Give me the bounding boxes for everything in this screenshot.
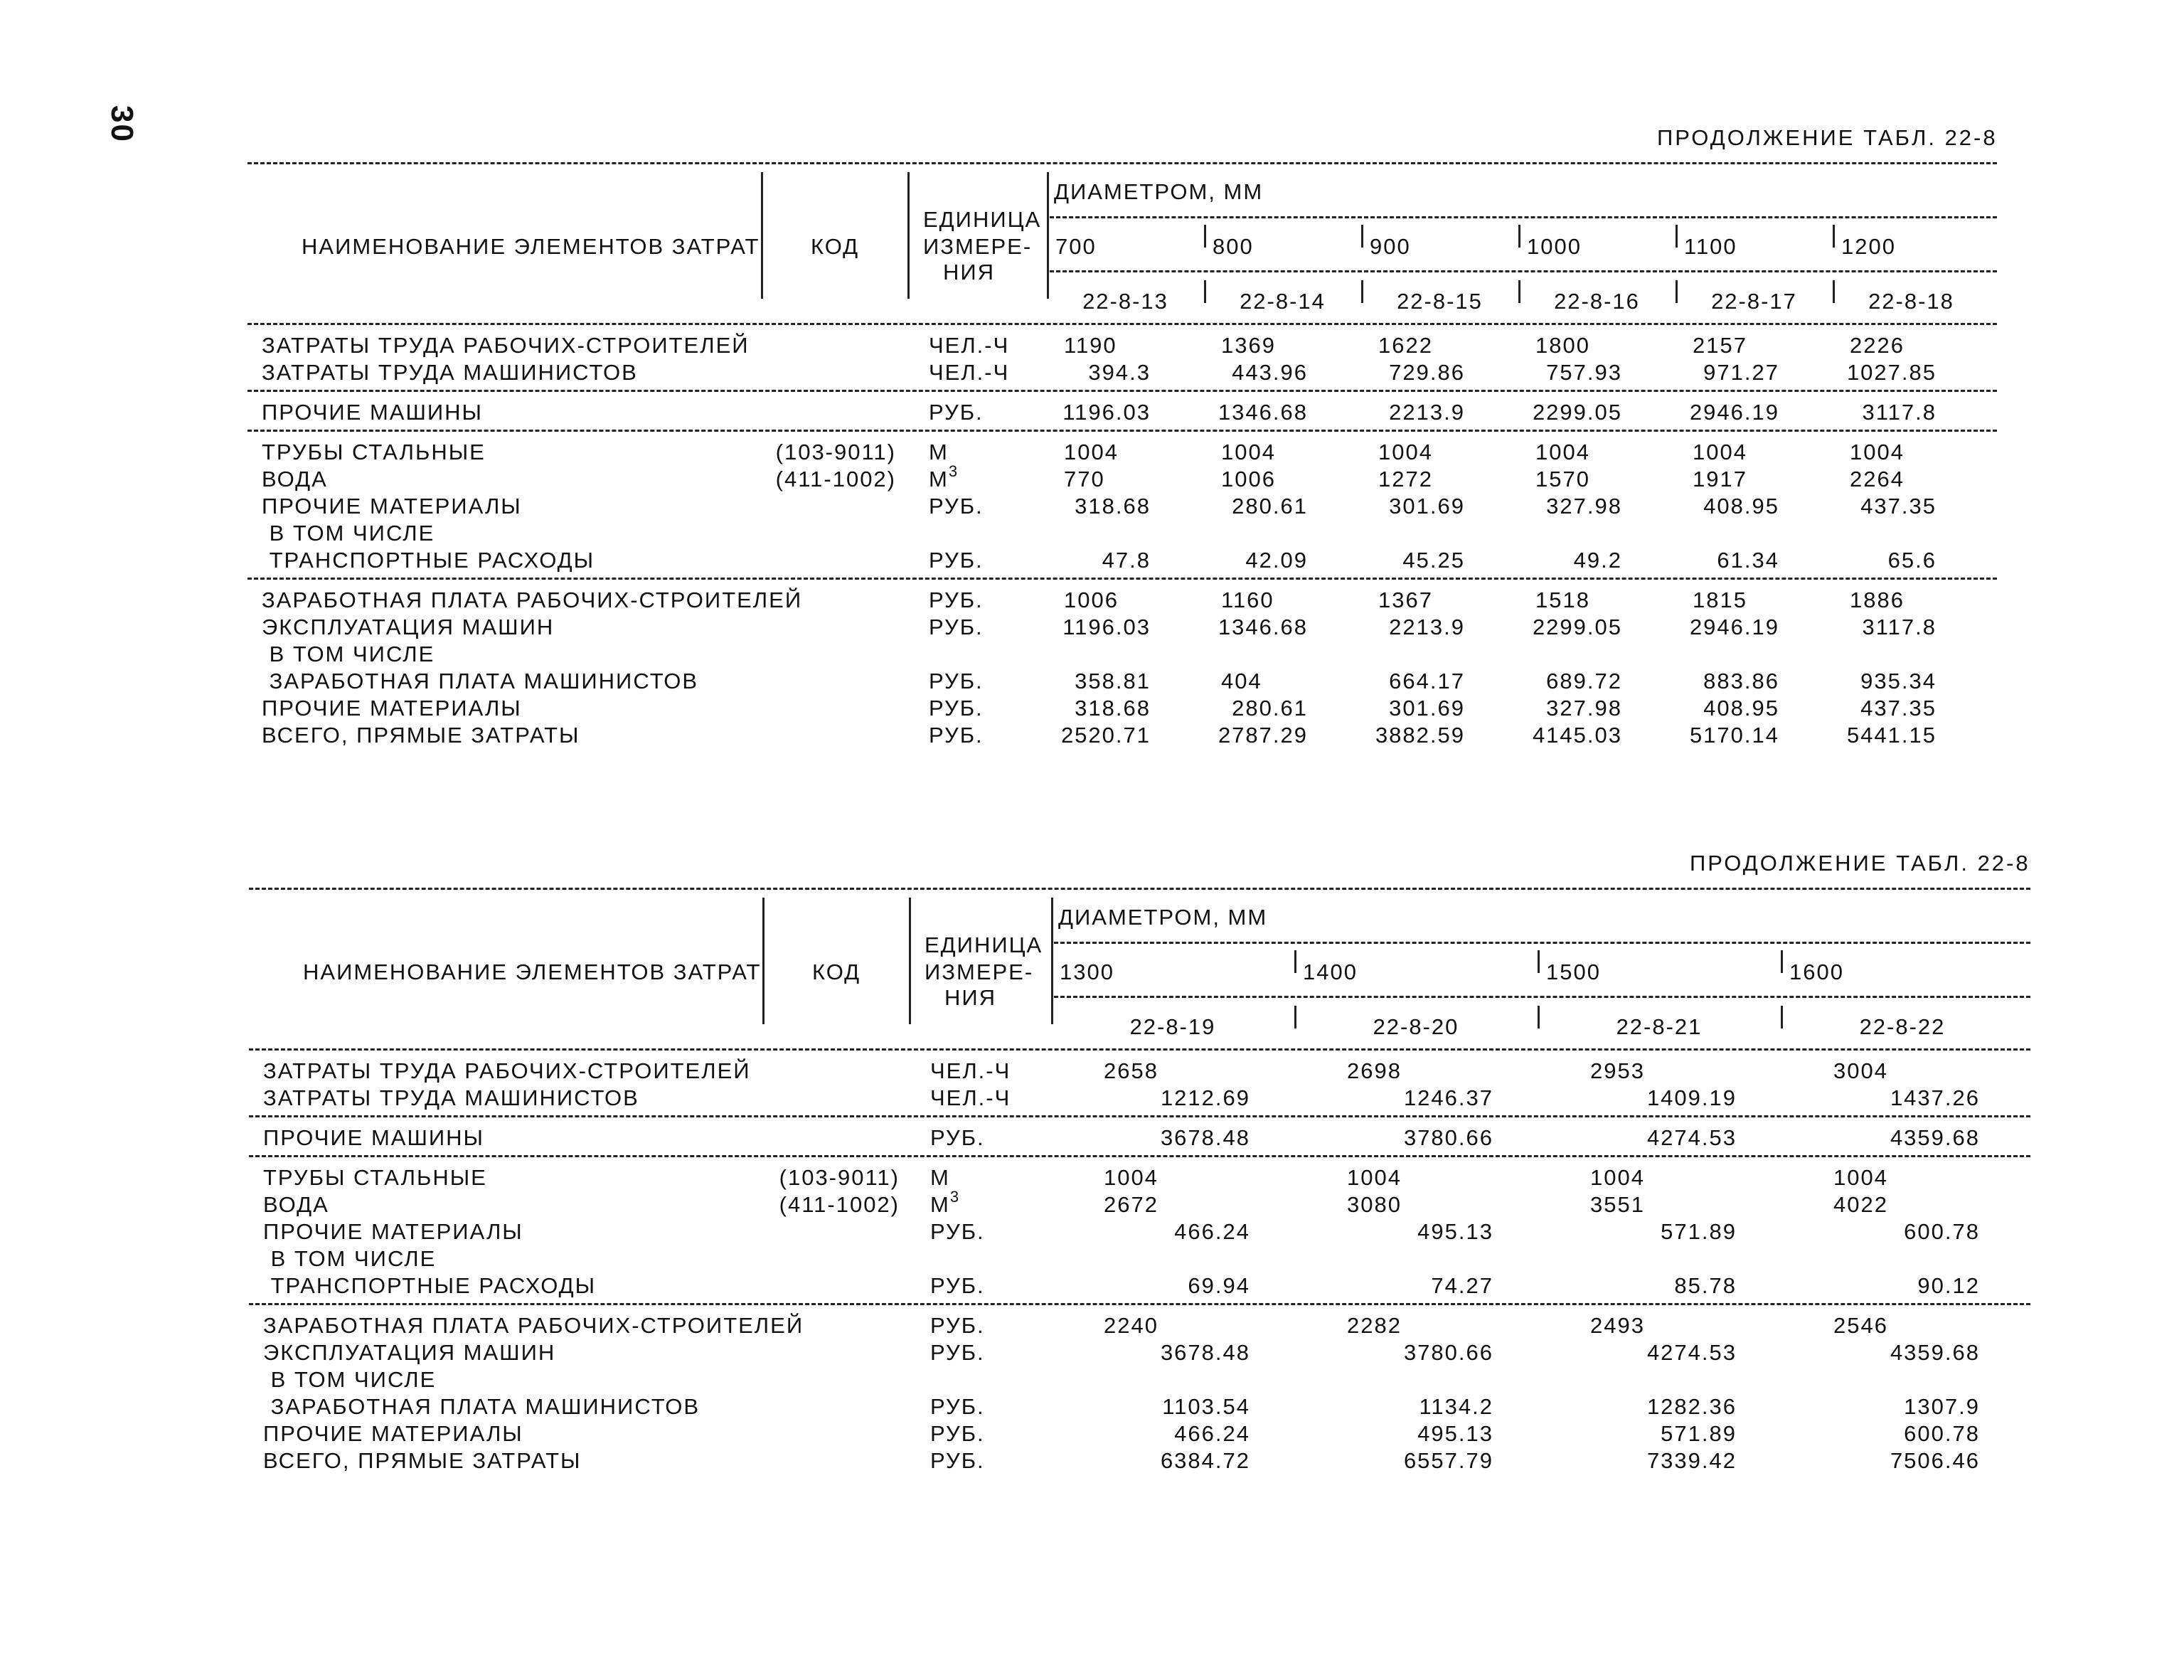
row-value: 3551 (1590, 1192, 1645, 1217)
page-number: 30 (105, 105, 139, 143)
row-value: 1004 (1833, 1165, 1888, 1190)
row-unit-text: РУБ. (929, 588, 984, 612)
row-value: 1006 (1064, 588, 1119, 612)
row-unit (930, 1060, 1011, 1082)
row-unit (930, 1221, 985, 1243)
row-value: 2546 (1833, 1313, 1888, 1338)
row-value: 47.8 (1102, 548, 1151, 573)
row-unit (930, 1423, 985, 1445)
row-name: В ТОМ ЧИСЛЕ (263, 1246, 437, 1271)
row-name: В ТОМ ЧИСЛЕ (262, 521, 435, 546)
row-value: 3080 (1347, 1192, 1402, 1217)
row-unit (929, 462, 959, 491)
row-value: 4274.53 (1646, 1125, 1737, 1150)
row-value: 1437.26 (1890, 1085, 1980, 1110)
row-value: 600.78 (1904, 1421, 1980, 1446)
header-rule-top (249, 888, 2030, 890)
row-value: 466.24 (1174, 1219, 1250, 1244)
row-value: 42.09 (1245, 548, 1308, 573)
row-name: ЗАРАБОТНАЯ ПЛАТА РАБОЧИХ-СТРОИТЕЛЕЙ (262, 588, 803, 612)
header-rule-inner (1050, 216, 1997, 218)
row-value: 2226 (1850, 333, 1905, 358)
row-name: ЭКСПЛУАТАЦИЯ МАШИН (262, 615, 555, 639)
header-code-label: КОД (812, 959, 861, 984)
row-value: 4274.53 (1646, 1340, 1737, 1365)
row-value: 2264 (1850, 467, 1905, 491)
row-value: 1004 (1535, 440, 1590, 464)
row-value: 5441.15 (1846, 723, 1937, 748)
header-rule-inner (1054, 942, 2030, 944)
row-unit-text: РУБ. (929, 548, 984, 573)
row-value: 3117.8 (1862, 400, 1937, 425)
row-value: 495.13 (1417, 1421, 1493, 1446)
row-value: 1004 (1064, 440, 1119, 464)
row-value: 2157 (1693, 333, 1747, 358)
row-unit (930, 1275, 985, 1297)
row-value: 1103.54 (1162, 1394, 1250, 1419)
row-code: (411-1002) (779, 1192, 900, 1217)
row-name: ЗАРАБОТНАЯ ПЛАТА МАШИНИСТОВ (263, 1394, 701, 1419)
row-value: 1369 (1221, 333, 1276, 358)
row-code: (411-1002) (775, 467, 896, 491)
row-name: ПРОЧИЕ МАТЕРИАЛЫ (262, 494, 522, 519)
row-value: 2953 (1590, 1058, 1645, 1083)
row-name: ВСЕГО, ПРЯМЫЕ ЗАТРАТЫ (263, 1448, 582, 1473)
row-code: (103-9011) (775, 440, 896, 464)
row-name: ПРОЧИЕ МАТЕРИАЛЫ (263, 1421, 523, 1446)
row-value: 2787.29 (1218, 723, 1308, 748)
row-unit (929, 549, 984, 571)
table-2 (249, 888, 2030, 1542)
row-value: 1346.68 (1218, 615, 1308, 639)
header-diameter-label: ДИАМЕТРОМ, ММ (1054, 179, 1264, 204)
row-name: ТРАНСПОРТНЫЕ РАСХОДЫ (263, 1273, 597, 1298)
row-value: 2946.19 (1689, 400, 1779, 425)
column-separator (1518, 280, 1520, 303)
row-value: 600.78 (1904, 1219, 1980, 1244)
column-code: 22-8-16 (1554, 289, 1640, 314)
header-separator (761, 172, 763, 299)
row-value: 45.25 (1402, 548, 1465, 573)
table-2-caption: ПРОДОЛЖЕНИЕ ТАБЛ. 22-8 (1690, 851, 2030, 876)
table-1 (247, 162, 1997, 817)
column-separator (1781, 1006, 1783, 1028)
row-unit (929, 724, 984, 746)
diameter-value: 1400 (1303, 959, 1358, 984)
row-value: 3678.48 (1160, 1340, 1250, 1365)
diameter-value: 900 (1370, 234, 1411, 259)
group-rule (249, 1155, 2030, 1157)
row-value: 935.34 (1860, 669, 1937, 693)
row-value: 1917 (1693, 467, 1747, 491)
row-value: 757.93 (1546, 360, 1622, 385)
row-unit-text: М (930, 1192, 950, 1217)
column-separator (1538, 950, 1540, 973)
diameter-value: 1100 (1684, 234, 1737, 259)
diameter-value: 1200 (1841, 234, 1896, 259)
header-separator (1047, 172, 1049, 299)
row-value: 2213.9 (1389, 400, 1465, 425)
row-unit (929, 401, 984, 423)
row-value: 729.86 (1389, 360, 1465, 385)
column-separator (1676, 280, 1678, 303)
row-value: 883.86 (1703, 669, 1779, 693)
row-unit (929, 495, 984, 517)
row-value: 571.89 (1661, 1421, 1737, 1446)
row-unit-text: РУБ. (929, 723, 984, 748)
row-name: ПРОЧИЕ МАШИНЫ (262, 400, 483, 425)
row-value: 1196.03 (1062, 615, 1151, 639)
row-name: ПРОЧИЕ МАТЕРИАЛЫ (262, 696, 522, 721)
row-name: В ТОМ ЧИСЛЕ (262, 642, 435, 666)
row-unit-text: М (929, 467, 949, 491)
row-value: 318.68 (1075, 494, 1151, 519)
row-value: 437.35 (1860, 494, 1937, 519)
row-value: 3780.66 (1403, 1340, 1493, 1365)
row-value: 1307.9 (1904, 1394, 1980, 1419)
row-value: 1367 (1378, 588, 1433, 612)
column-code: 22-8-20 (1373, 1014, 1459, 1039)
row-value: 2240 (1104, 1313, 1158, 1338)
row-value: 1212.69 (1160, 1085, 1250, 1110)
row-value: 3678.48 (1160, 1125, 1250, 1150)
row-value: 1190 (1064, 333, 1117, 358)
header-rule-inner (1054, 996, 2030, 998)
row-code: (103-9011) (779, 1165, 900, 1190)
group-rule (249, 1115, 2030, 1117)
row-value: 2658 (1104, 1058, 1158, 1083)
row-value: 404 (1221, 669, 1262, 693)
row-value: 358.81 (1075, 669, 1151, 693)
row-unit-text: М (929, 440, 949, 464)
row-unit-text: РУБ. (929, 615, 984, 639)
row-value: 1346.68 (1218, 400, 1308, 425)
header-separator (1051, 898, 1053, 1024)
row-value: 3117.8 (1862, 615, 1937, 639)
row-name: ЗАТРАТЫ ТРУДА МАШИНИСТОВ (263, 1085, 639, 1110)
row-unit-text: РУБ. (930, 1219, 985, 1244)
row-unit (930, 1395, 985, 1418)
row-name: ЗАТРАТЫ ТРУДА РАБОЧИХ-СТРОИТЕЛЕЙ (262, 333, 750, 358)
row-unit (929, 589, 984, 611)
column-separator (1294, 950, 1296, 973)
row-value: 7506.46 (1890, 1448, 1980, 1473)
row-unit-text: ЧЕЛ.-Ч (930, 1085, 1011, 1110)
column-code: 22-8-21 (1616, 1014, 1703, 1039)
header-code-label: КОД (811, 234, 860, 259)
group-rule (249, 1303, 2030, 1305)
row-value: 301.69 (1389, 494, 1465, 519)
row-name: ВОДА (263, 1192, 329, 1217)
header-rule-inner (1050, 270, 1997, 272)
row-name: В ТОМ ЧИСЛЕ (263, 1367, 437, 1392)
row-value: 971.27 (1703, 360, 1779, 385)
row-name: ЭКСПЛУАТАЦИЯ МАШИН (263, 1340, 556, 1365)
row-value: 69.94 (1188, 1273, 1250, 1298)
row-unit-text: РУБ. (930, 1448, 985, 1473)
column-code: 22-8-15 (1397, 289, 1483, 314)
column-separator (1204, 280, 1206, 303)
column-code: 22-8-14 (1240, 289, 1326, 314)
header-unit-label-1: ЕДИНИЦА (925, 932, 1043, 957)
header-separator (909, 898, 911, 1024)
row-unit (929, 361, 1009, 383)
header-diameter-label: ДИАМЕТРОМ, ММ (1058, 905, 1268, 930)
row-name: ТРАНСПОРТНЫЕ РАСХОДЫ (262, 548, 595, 573)
row-value: 4359.68 (1890, 1125, 1980, 1150)
unit-superscript: 3 (948, 462, 959, 480)
row-value: 1282.36 (1646, 1394, 1737, 1419)
row-unit-text: РУБ. (930, 1125, 985, 1150)
table-1-caption: ПРОДОЛЖЕНИЕ ТАБЛ. 22-8 (1657, 125, 1998, 150)
row-value: 61.34 (1717, 548, 1779, 573)
row-name: ТРУБЫ СТАЛЬНЫЕ (263, 1165, 487, 1190)
row-value: 1004 (1347, 1165, 1402, 1190)
row-value: 301.69 (1389, 696, 1465, 721)
row-name: ПРОЧИЕ МАТЕРИАЛЫ (263, 1219, 523, 1244)
row-value: 1246.37 (1403, 1085, 1493, 1110)
unit-superscript: 3 (949, 1188, 961, 1206)
row-value: 327.98 (1546, 696, 1622, 721)
row-value: 2698 (1347, 1058, 1402, 1083)
row-value: 2282 (1347, 1313, 1402, 1338)
row-unit-text: РУБ. (929, 400, 984, 425)
row-value: 6557.79 (1403, 1448, 1493, 1473)
column-separator (1676, 225, 1678, 248)
row-value: 1004 (1590, 1165, 1645, 1190)
row-value: 2213.9 (1389, 615, 1465, 639)
header-unit-label-2: ИЗМЕРЕ- (925, 959, 1034, 984)
row-unit (930, 1127, 985, 1149)
row-value: 3882.59 (1375, 723, 1465, 748)
column-code: 22-8-13 (1082, 289, 1168, 314)
row-name: ВОДА (262, 467, 328, 491)
row-value: 770 (1064, 467, 1105, 491)
diameter-value: 800 (1213, 234, 1254, 259)
row-value: 2299.05 (1532, 615, 1622, 639)
group-rule (247, 430, 1997, 432)
row-name: ЗАТРАТЫ ТРУДА МАШИНИСТОВ (262, 360, 638, 385)
row-value: 90.12 (1917, 1273, 1980, 1298)
row-value: 495.13 (1417, 1219, 1493, 1244)
header-separator (762, 898, 765, 1024)
row-value: 1622 (1378, 333, 1433, 358)
row-value: 327.98 (1546, 494, 1622, 519)
column-code: 22-8-22 (1859, 1014, 1946, 1039)
row-value: 2946.19 (1689, 615, 1779, 639)
row-unit (929, 441, 949, 463)
row-name: ТРУБЫ СТАЛЬНЫЕ (262, 440, 486, 464)
row-unit-text: ЧЕЛ.-Ч (930, 1058, 1011, 1083)
row-value: 1134.2 (1419, 1394, 1493, 1419)
row-value: 571.89 (1661, 1219, 1737, 1244)
column-separator (1361, 280, 1363, 303)
header-separator (907, 172, 910, 299)
row-value: 2493 (1590, 1313, 1645, 1338)
diameter-value: 1000 (1527, 234, 1582, 259)
row-unit-text: РУБ. (930, 1421, 985, 1446)
row-value: 3004 (1833, 1058, 1888, 1083)
row-value: 1800 (1535, 333, 1590, 358)
column-separator (1781, 950, 1783, 973)
row-value: 85.78 (1674, 1273, 1737, 1298)
row-value: 318.68 (1075, 696, 1151, 721)
row-value: 6384.72 (1160, 1448, 1250, 1473)
row-name: ЗАРАБОТНАЯ ПЛАТА РАБОЧИХ-СТРОИТЕЛЕЙ (263, 1313, 804, 1338)
row-value: 2672 (1104, 1192, 1158, 1217)
row-unit-text: РУБ. (929, 494, 984, 519)
row-value: 7339.42 (1646, 1448, 1737, 1473)
row-value: 408.95 (1703, 494, 1779, 519)
header-unit-label-3: НИЯ (944, 985, 997, 1010)
row-unit (930, 1188, 961, 1217)
row-value: 5170.14 (1689, 723, 1779, 748)
header-rule-top (247, 162, 1997, 164)
diameter-value: 700 (1055, 234, 1097, 259)
header-name-label: НАИМЕНОВАНИЕ ЭЛЕМЕНТОВ ЗАТРАТ (302, 234, 760, 259)
header-unit-label-3: НИЯ (943, 260, 996, 285)
row-unit (929, 670, 984, 692)
row-unit-text: ЧЕЛ.-Ч (929, 360, 1010, 385)
column-separator (1294, 1006, 1296, 1028)
row-value: 2299.05 (1532, 400, 1622, 425)
row-name: ЗАРАБОТНАЯ ПЛАТА МАШИНИСТОВ (262, 669, 699, 693)
row-value: 1004 (1378, 440, 1433, 464)
row-unit-text: РУБ. (930, 1273, 985, 1298)
group-rule (247, 390, 1997, 392)
column-separator (1833, 280, 1835, 303)
row-unit-text: РУБ. (929, 669, 984, 693)
column-separator (1361, 225, 1363, 248)
row-value: 1160 (1221, 588, 1274, 612)
row-value: 280.61 (1232, 494, 1308, 519)
row-unit (930, 1450, 985, 1472)
header-rule-bottom (247, 323, 1997, 325)
row-unit (929, 697, 984, 719)
row-value: 1196.03 (1062, 400, 1151, 425)
column-separator (1833, 225, 1835, 248)
row-unit-text: РУБ. (930, 1340, 985, 1365)
row-unit (930, 1314, 985, 1336)
row-value: 3780.66 (1403, 1125, 1493, 1150)
row-value: 280.61 (1232, 696, 1308, 721)
row-value: 1570 (1535, 467, 1590, 491)
row-unit (929, 334, 1009, 356)
row-value: 1004 (1850, 440, 1905, 464)
row-value: 1518 (1535, 588, 1590, 612)
row-value: 1886 (1850, 588, 1905, 612)
row-value: 394.3 (1088, 360, 1151, 385)
row-value: 1815 (1693, 588, 1747, 612)
row-unit-text: РУБ. (930, 1394, 985, 1419)
row-value: 1006 (1221, 467, 1276, 491)
row-value: 4359.68 (1890, 1340, 1980, 1365)
column-code: 22-8-18 (1868, 289, 1954, 314)
row-name: ВСЕГО, ПРЯМЫЕ ЗАТРАТЫ (262, 723, 580, 748)
row-value: 4022 (1833, 1192, 1888, 1217)
row-value: 1027.85 (1846, 360, 1937, 385)
column-separator (1204, 225, 1206, 248)
row-value: 4145.03 (1532, 723, 1622, 748)
row-value: 74.27 (1431, 1273, 1493, 1298)
row-value: 1409.19 (1646, 1085, 1737, 1110)
row-value: 443.96 (1232, 360, 1308, 385)
row-value: 1004 (1104, 1165, 1158, 1190)
row-value: 408.95 (1703, 696, 1779, 721)
row-value: 1272 (1378, 467, 1433, 491)
row-value: 437.35 (1860, 696, 1937, 721)
row-value: 466.24 (1174, 1421, 1250, 1446)
row-unit-text: РУБ. (929, 696, 984, 721)
column-separator (1538, 1006, 1540, 1028)
row-unit (930, 1166, 950, 1189)
diameter-value: 1300 (1060, 959, 1114, 984)
row-value: 689.72 (1546, 669, 1622, 693)
header-unit-label-1: ЕДИНИЦА (923, 207, 1042, 232)
row-name: ПРОЧИЕ МАШИНЫ (263, 1125, 484, 1150)
header-name-label: НАИМЕНОВАНИЕ ЭЛЕМЕНТОВ ЗАТРАТ (303, 959, 762, 984)
row-value: 664.17 (1389, 669, 1465, 693)
row-unit (930, 1341, 985, 1363)
column-separator (1518, 225, 1520, 248)
row-value: 49.2 (1573, 548, 1622, 573)
row-value: 1004 (1221, 440, 1276, 464)
diameter-value: 1500 (1546, 959, 1601, 984)
row-name: ЗАТРАТЫ ТРУДА РАБОЧИХ-СТРОИТЕЛЕЙ (263, 1058, 751, 1083)
column-code: 22-8-17 (1711, 289, 1797, 314)
header-unit-label-2: ИЗМЕРЕ- (923, 234, 1033, 259)
diameter-value: 1600 (1789, 959, 1844, 984)
row-value: 1004 (1693, 440, 1747, 464)
row-value: 2520.71 (1060, 723, 1151, 748)
row-unit-text: РУБ. (930, 1313, 985, 1338)
header-rule-bottom (249, 1048, 2030, 1051)
row-unit (929, 616, 984, 638)
row-unit (930, 1087, 1011, 1109)
row-value: 65.6 (1887, 548, 1937, 573)
row-unit-text: ЧЕЛ.-Ч (929, 333, 1010, 358)
row-unit-text: М (930, 1165, 950, 1190)
column-code: 22-8-19 (1129, 1014, 1216, 1039)
group-rule (247, 578, 1997, 580)
